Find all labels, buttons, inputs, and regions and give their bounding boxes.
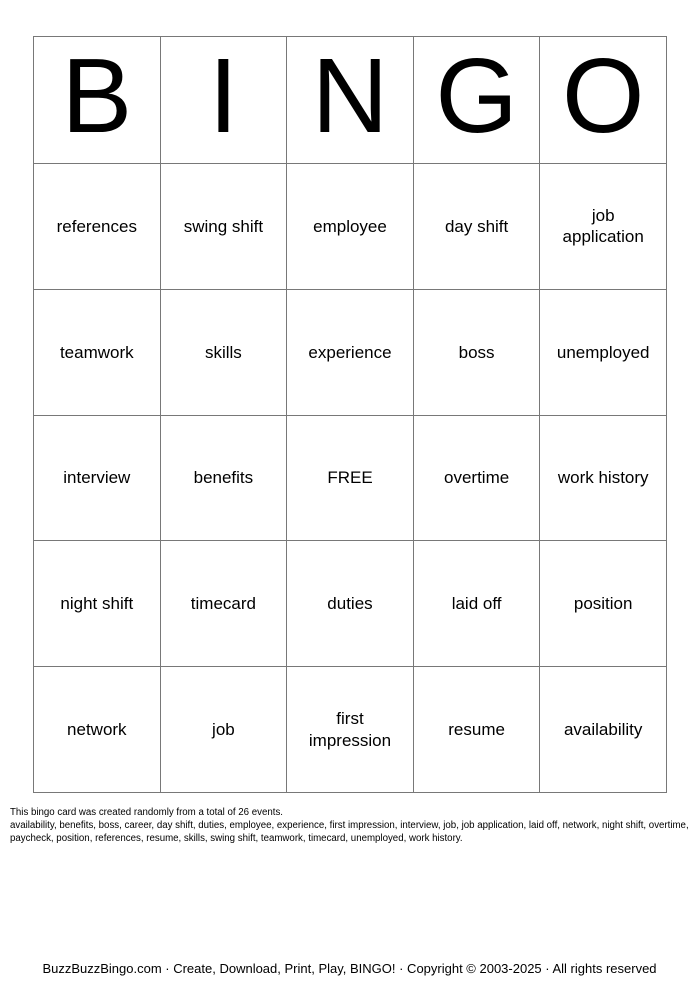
- bingo-cell-r2c1: teamwork: [34, 290, 160, 415]
- bingo-cell-r5c2: job: [161, 667, 287, 792]
- events-list: availability, benefits, boss, career, day shift, duties, employee, experience, first impression, interview, job, job application, laid off, network, night shift, overtime, paycheck, position, references, resume, skills, swing shift, teamwork, timecard, unemployed, work history.: [10, 820, 689, 844]
- bingo-header-cell-b: B: [34, 37, 160, 163]
- bingo-cell-r3c4: overtime: [414, 416, 540, 541]
- bingo-cell-r3c2: benefits: [161, 416, 287, 541]
- site-credit-line: BuzzBuzzBingo.com · Create, Download, Print, Play, BINGO! · Copyright © 2003-2025 · All rights reserved: [42, 961, 657, 976]
- creation-note: This bingo card was created randomly from a total of 26 events.: [10, 807, 284, 818]
- bingo-header-cell-g: G: [414, 37, 540, 163]
- bingo-cell-r2c5: unemployed: [540, 290, 666, 415]
- bingo-cell-r1c2: swing shift: [161, 164, 287, 289]
- card-info-footer: [10, 806, 692, 845]
- bingo-cell-r2c3: experience: [287, 290, 413, 415]
- bingo-cell-r3c5: work history: [540, 416, 666, 541]
- bingo-cell-r4c3: duties: [287, 541, 413, 666]
- bingo-cell-r4c1: night shift: [34, 541, 160, 666]
- bingo-cell-r5c5: availability: [540, 667, 666, 792]
- bingo-cell-r2c2: skills: [161, 290, 287, 415]
- bingo-cell-r4c2: timecard: [161, 541, 287, 666]
- bingo-cell-r5c1: network: [34, 667, 160, 792]
- bingo-cell-r4c4: laid off: [414, 541, 540, 666]
- bingo-cell-r5c4: resume: [414, 667, 540, 792]
- bingo-cell-r1c3: employee: [287, 164, 413, 289]
- bingo-cell-r5c3: first impression: [287, 667, 413, 792]
- bingo-cell-r2c4: boss: [414, 290, 540, 415]
- bingo-header-cell-o: O: [540, 37, 666, 163]
- bingo-header-cell-n: N: [287, 37, 413, 163]
- bingo-cell-r1c5: job application: [540, 164, 666, 289]
- bingo-cell-r3c1: interview: [34, 416, 160, 541]
- bingo-cell-r1c4: day shift: [414, 164, 540, 289]
- bingo-cell-r1c1: references: [34, 164, 160, 289]
- bingo-cell-free-space: FREE: [287, 416, 413, 541]
- bingo-cell-r4c5: position: [540, 541, 666, 666]
- bingo-card: [33, 36, 667, 793]
- bingo-header-cell-i: I: [161, 37, 287, 163]
